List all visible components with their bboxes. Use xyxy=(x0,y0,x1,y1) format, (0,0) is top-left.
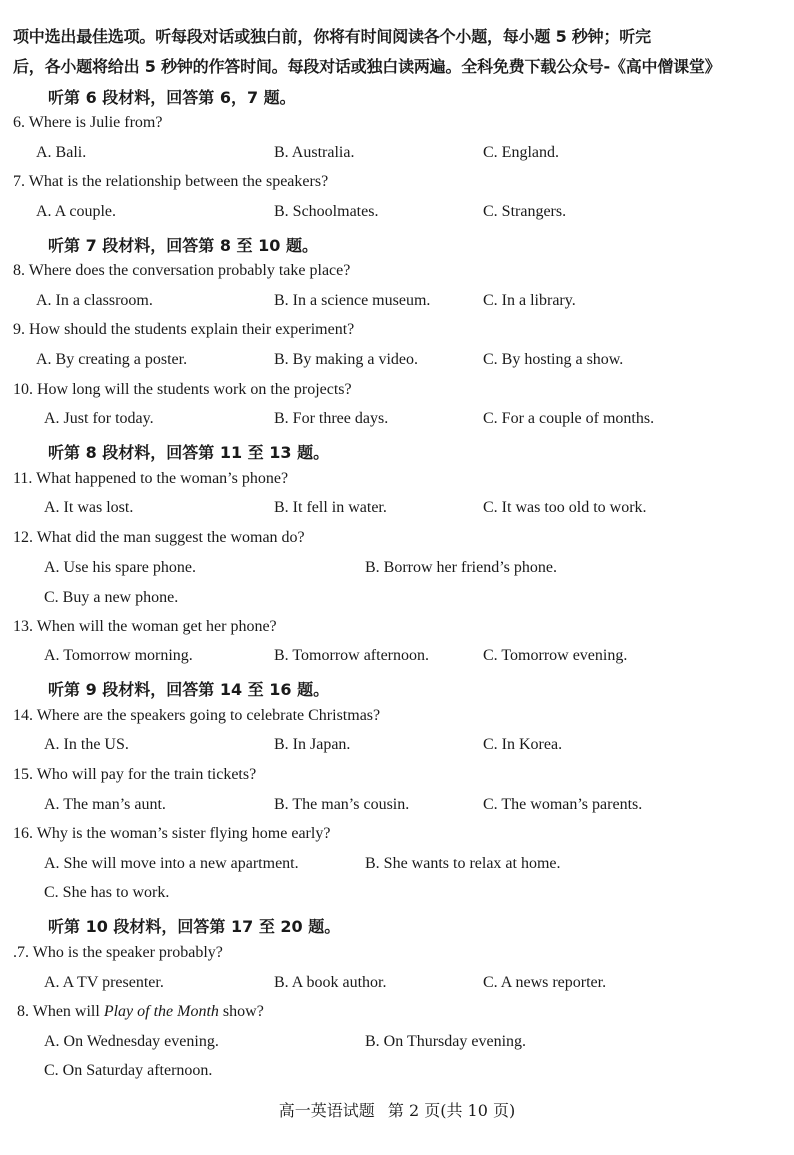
question-10 xyxy=(13,381,352,399)
question-11 xyxy=(13,470,288,488)
question-number: 12. xyxy=(13,529,33,546)
option-8b: B. In a science museum. xyxy=(274,292,431,309)
question-6 xyxy=(13,114,162,132)
section-heading-10: 听第 10 段材料，回答第 17 至 20 题。 xyxy=(48,917,341,936)
option-7a: A. A couple. xyxy=(36,203,116,220)
option-13b: B. Tomorrow afternoon. xyxy=(274,647,429,664)
question-18 xyxy=(17,1003,264,1021)
option-6b: B. Australia. xyxy=(274,144,355,161)
option-10b: B. For three days. xyxy=(274,410,389,427)
question-number: 16. xyxy=(13,825,33,842)
option-11a: A. It was lost. xyxy=(44,499,134,516)
question-text: Who will pay for the train tickets? xyxy=(36,766,257,783)
section-heading-8: 听第 8 段材料，回答第 11 至 13 题。 xyxy=(48,443,330,462)
question-text-before: When will xyxy=(32,1003,104,1020)
question-8 xyxy=(13,262,350,280)
question-text: When will the woman get her phone? xyxy=(36,618,277,635)
section-heading-9: 听第 9 段材料，回答第 14 至 16 题。 xyxy=(48,680,330,699)
option-16c: C. She has to work. xyxy=(44,884,170,901)
question-text: How should the students explain their experiment? xyxy=(29,321,355,338)
question-text: What happened to the woman’s phone? xyxy=(36,470,289,487)
question-text: Who is the speaker probably? xyxy=(32,944,223,961)
question-number: 6. xyxy=(13,114,25,131)
question-number: 11. xyxy=(13,470,33,487)
question-7 xyxy=(13,173,328,191)
section-heading-6: 听第 6 段材料，回答第 6，7 题。 xyxy=(48,88,296,107)
option-7c: C. Strangers. xyxy=(483,203,567,220)
option-14a: A. In the US. xyxy=(44,736,129,753)
option-9a: A. By creating a poster. xyxy=(36,351,188,368)
section-heading-7: 听第 7 段材料，回答第 8 至 10 题。 xyxy=(48,236,318,255)
option-11c: C. It was too old to work. xyxy=(483,499,647,516)
question-text: How long will the students work on the projects? xyxy=(37,381,352,398)
option-8c: C. In a library. xyxy=(483,292,576,309)
question-number: .7. xyxy=(13,944,29,961)
question-number: 15. xyxy=(13,766,33,783)
question-text: Why is the woman’s sister flying home early? xyxy=(36,825,331,842)
question-13 xyxy=(13,618,277,636)
option-17c: C. A news reporter. xyxy=(483,974,607,991)
question-text: What did the man suggest the woman do? xyxy=(36,529,305,546)
option-7b: B. Schoolmates. xyxy=(274,203,379,220)
footer-subject: 高一英语试题 xyxy=(278,1101,375,1120)
question-number: 7. xyxy=(13,173,25,190)
intro-line-2: 后，各小题将给出 5 秒钟的作答时间。每段对话或独白读两遍。全科免费下载公众号-《高中僧课堂》 xyxy=(13,57,721,76)
option-12a: A. Use his spare phone. xyxy=(44,559,196,576)
option-14b: B. In Japan. xyxy=(274,736,351,753)
option-12c: C. Buy a new phone. xyxy=(44,589,179,606)
question-number: 14. xyxy=(13,707,33,724)
question-9 xyxy=(13,321,354,339)
question-text: What is the relationship between the speakers? xyxy=(28,173,329,190)
option-9b: B. By making a video. xyxy=(274,351,418,368)
question-text: Where are the speakers going to celebrate Christmas? xyxy=(36,707,381,724)
question-text: Where is Julie from? xyxy=(28,114,163,131)
option-13a: A. Tomorrow morning. xyxy=(44,647,193,664)
option-12b: B. Borrow her friend’s phone. xyxy=(365,559,557,576)
question-text-after: show? xyxy=(218,1003,264,1020)
option-6c: C. England. xyxy=(483,144,559,161)
option-10c: C. For a couple of months. xyxy=(483,410,655,427)
question-number: 8. xyxy=(13,262,25,279)
question-15 xyxy=(13,766,256,784)
option-16b: B. She wants to relax at home. xyxy=(365,855,561,872)
option-6a: A. Bali. xyxy=(36,144,87,161)
question-number: 13. xyxy=(13,618,33,635)
question-number: 10. xyxy=(13,381,33,398)
question-12 xyxy=(13,529,305,547)
question-text-italic: Play of the Month xyxy=(103,1003,219,1020)
option-8a: A. In a classroom. xyxy=(36,292,153,309)
option-18a: A. On Wednesday evening. xyxy=(44,1033,219,1050)
question-text: Where does the conversation probably take place? xyxy=(28,262,351,279)
intro-line-1: 项中选出最佳选项。听每段对话或独白前，你将有时间阅读各个小题，每小题 5 秒钟；听完 xyxy=(13,27,651,46)
option-10a: A. Just for today. xyxy=(44,410,154,427)
option-18b: B. On Thursday evening. xyxy=(365,1033,527,1050)
question-16 xyxy=(13,825,330,843)
option-18c: C. On Saturday afternoon. xyxy=(44,1062,213,1079)
option-9c: C. By hosting a show. xyxy=(483,351,624,368)
option-13c: C. Tomorrow evening. xyxy=(483,647,628,664)
question-number: 8. xyxy=(17,1003,29,1020)
option-15a: A. The man’s aunt. xyxy=(44,796,166,813)
question-14 xyxy=(13,707,380,725)
option-17a: A. A TV presenter. xyxy=(44,974,164,991)
option-14c: C. In Korea. xyxy=(483,736,563,753)
option-15b: B. The man’s cousin. xyxy=(274,796,410,813)
question-17 xyxy=(13,944,223,962)
option-16a: A. She will move into a new apartment. xyxy=(44,855,299,872)
question-number: 9. xyxy=(13,321,25,338)
option-11b: B. It fell in water. xyxy=(274,499,387,516)
option-17b: B. A book author. xyxy=(274,974,387,991)
footer-page-number: 第 2 页(共 10 页) xyxy=(387,1101,516,1120)
page-footer xyxy=(0,1098,794,1121)
option-15c: C. The woman’s parents. xyxy=(483,796,643,813)
